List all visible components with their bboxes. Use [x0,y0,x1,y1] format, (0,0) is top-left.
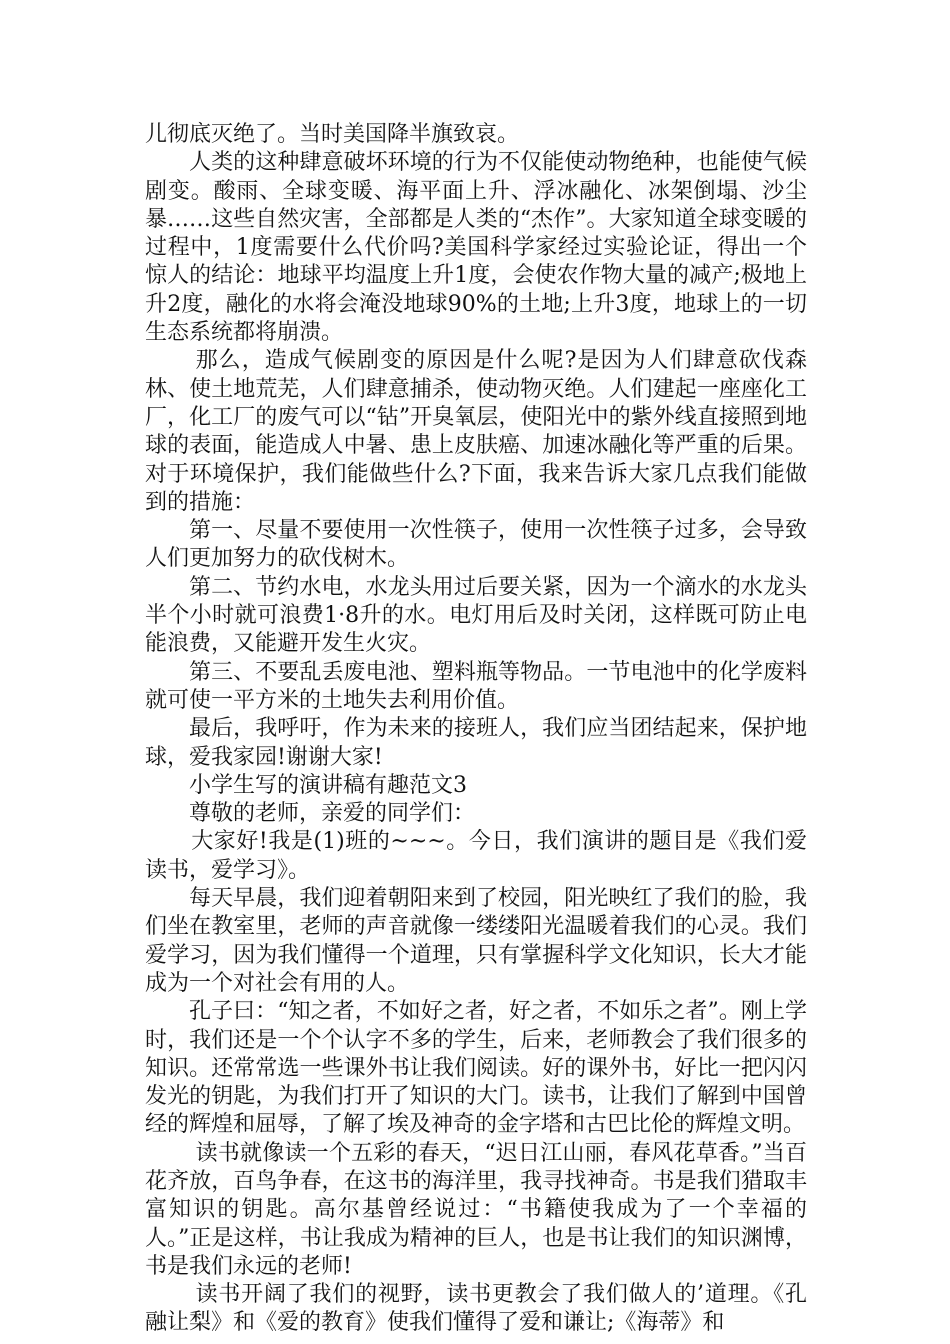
paragraph-3: 那么，造成气候剧变的原因是什么呢?是因为人们肆意砍伐森林、使土地荒芜，人们肆意捕杀，使动物灭绝。人们建起一座座化工厂，化工厂的废气可以“钻”开臭氧层，使阳光中的紫外线直接照到地球的表面，能造成人中暑、患上皮肤癌、加速冰融化等严重的后果。对于环境保护，我们能做些什么?下面，我来告诉大家几点我们能做到的措施： [145,348,807,515]
paragraph-5: 第二、节约水电，水龙头用过后要关紧，因为一个滴水的水龙头半个小时就可浪费1·8升的水。电灯用后及时关闭，这样既可防止电能浪费，又能避开发生火灾。 [145,574,807,657]
paragraph-6: 第三、不要乱丢废电池、塑料瓶等物品。一节电池中的化学废料就可使一平方米的土地失去利用价值。 [145,659,807,713]
paragraph-11: 读书就像读一个五彩的春天，“迟日江山丽，春风花草香。”当百花齐放，百鸟争春，在这书的海洋里，我寻找神奇。书是我们猎取丰富知识的钥匙。高尔基曾经说过：“书籍使我成为了一个幸福的人。”正是这样，书让我成为精神的巨人，也是书让我们的知识渊博，书是我们永远的老师! [145,1140,807,1279]
paragraph-1: 儿彻底灭绝了。当时美国降半旗致哀。 [145,122,520,147]
paragraph-4: 第一、尽量不要使用一次性筷子，使用一次性筷子过多，会导致人们更加努力的砍伐树木。 [145,518,807,572]
paragraph-8: 大家好!我是(1)班的~~~。今日，我们演讲的题目是《我们爱读书，爱学习》。 [145,829,807,883]
paragraph-9: 每天早晨，我们迎着朝阳来到了校园，阳光映红了我们的脸，我们坐在教室里，老师的声音就像一缕缕阳光温暖着我们的心灵。我们爱学习，因为我们懂得一个道理，只有掌握科学文化知识，长大才能成为一个对社会有用的人。 [145,886,807,996]
salutation: 尊敬的老师，亲爱的同学们： [189,801,476,827]
paragraph-7: 最后，我呼吁，作为未来的接班人，我们应当团结起来，保护地球，爱我家园!谢谢大家! [145,716,807,770]
section-heading: 小学生写的演讲稿有趣范文3 [189,772,467,798]
paragraph-2: 人类的这种肆意破坏环境的行为不仅能使动物绝种，也能使气候剧变。酸雨、全球变暖、海平面上升、浮冰融化、冰架倒塌、沙尘暴……这些自然灾害，全部都是人类的“杰作”。大家知道全球变暖的过程中，1度需要什么代价吗?美国科学家经过实验论证，得出一个惊人的结论：地球平均温度上升1度，会使农作物大量的减产;极地上升2度，融化的水将会淹没地球90%的土地;上升3度，地球上的一切生态系统都将崩溃。 [145,150,807,346]
paragraph-10: 孔子曰：“知之者，不如好之者，好之者，不如乐之者”。刚上学时，我们还是一个个认字不多的学生，后来，老师教会了我们很多的知识。还常常选一些课外书让我们阅读。好的课外书，好比一把闪闪发光的钥匙，为我们打开了知识的大门。读书，让我们了解到中国曾经的辉煌和屈辱，了解了埃及神奇的金字塔和古巴比伦的辉煌文明。 [145,999,807,1138]
document-page [145,121,807,1338]
paragraph-12: 读书开阔了我们的视野，读书更教会了我们做人的’道理。《孔融让梨》和《爱的教育》使我们懂得了爱和谦让;《海蒂》和 [145,1282,807,1336]
